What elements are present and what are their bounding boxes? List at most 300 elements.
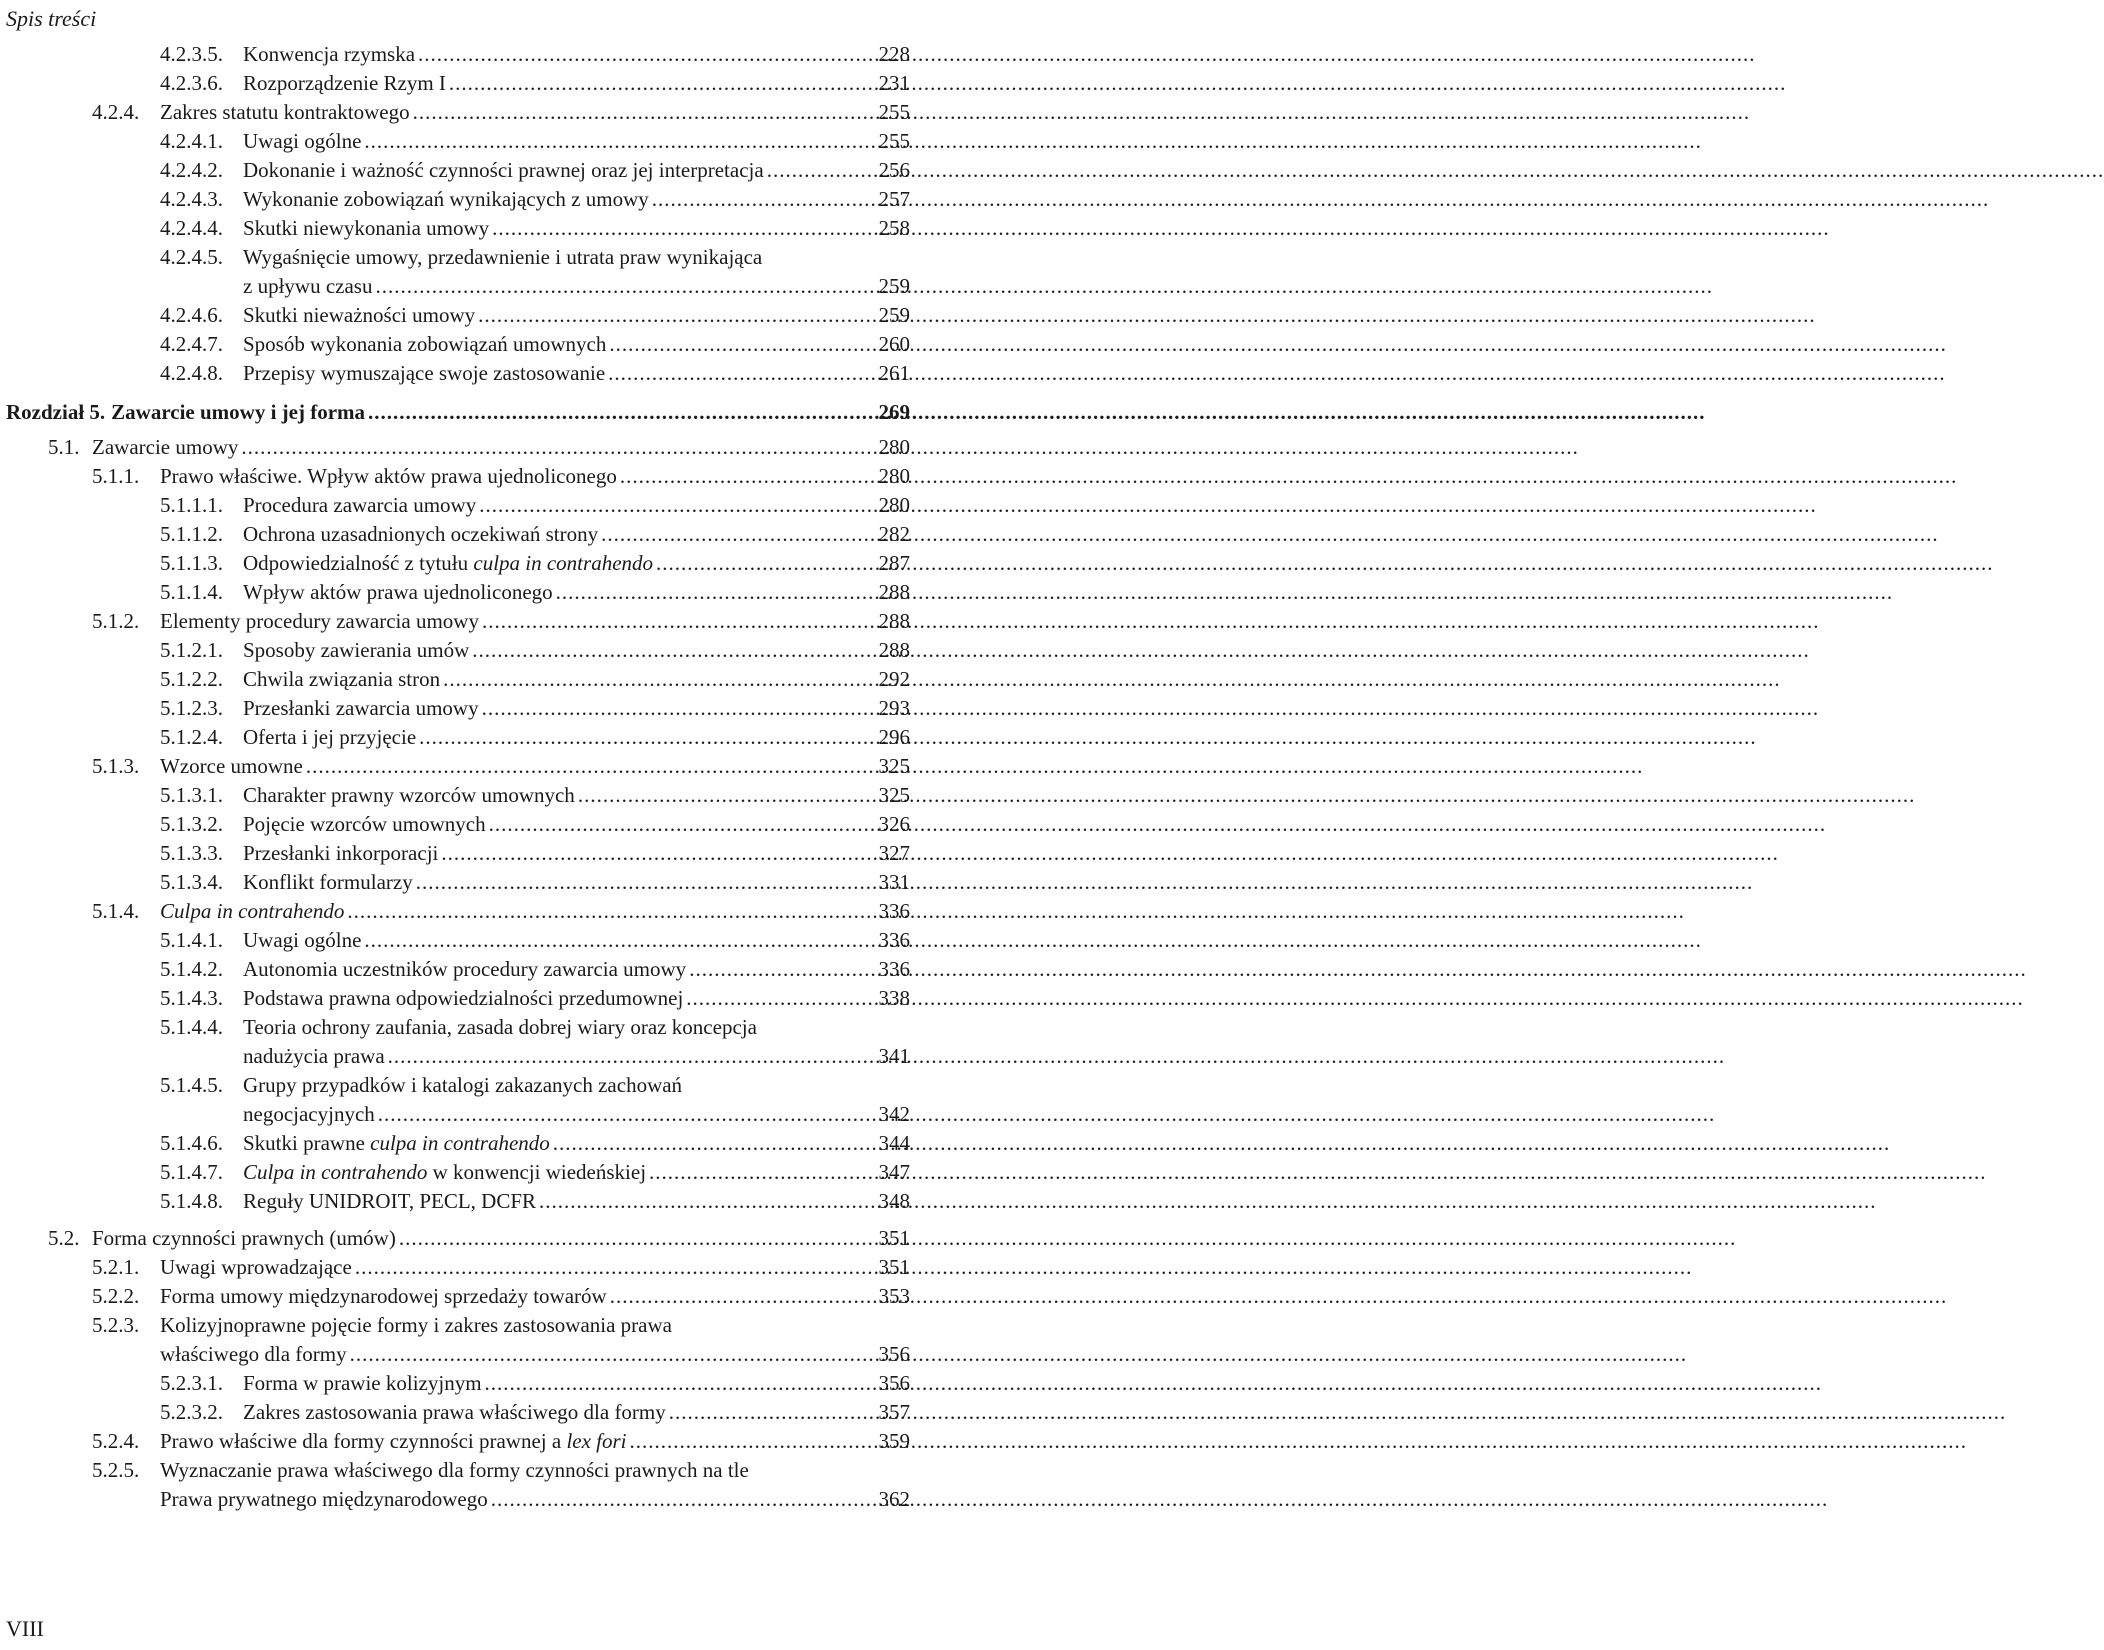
toc-entry[interactable] [0,156,960,185]
entry-number: 5.2.5. [92,1458,140,1482]
entry-line [0,127,910,156]
entry-number: 4.2.3.6. [160,71,223,95]
entry-page: 327 [878,841,910,865]
toc-entry[interactable] [0,665,960,694]
entry-line [0,433,910,462]
entry-title [160,1427,627,1456]
entry-line [0,1253,910,1282]
entry-title-italic: culpa in contrahendo [370,1131,550,1155]
leader-dots [472,636,854,665]
entry-page: 255 [878,100,910,124]
entry-title [243,665,440,694]
toc-entry[interactable] [0,723,960,752]
entry-line-continued [0,1485,910,1514]
entry-title-text: Autonomia uczestników procedury zawarcia umowy [243,957,687,981]
entry-number: 4.2.4.8. [160,361,223,385]
leader-dots [485,1369,854,1398]
entry-number: 5.1.4. [92,899,140,923]
entry-page: 348 [878,1189,910,1213]
entry-number: 5.2.3.2. [160,1400,223,1424]
entry-title [243,359,605,388]
entry-title-text: Skutki niewykonania umowy [243,216,490,240]
entry-title-text: Przesłanki inkorporacji [243,841,439,865]
entry-number: 5.1.1.4. [160,580,223,604]
entry-number: 5.1.1. [92,464,140,488]
entry-title [243,781,575,810]
entry-title [243,330,606,359]
leader-dots [491,1485,854,1514]
entry-page: 257 [878,187,910,211]
leader-dots [610,1282,854,1311]
entry-number: 4.2.4.1. [160,129,223,153]
toc-entry[interactable] [0,40,960,69]
leader-dots [368,398,854,427]
entry-number: Rozdział 5. [6,400,106,424]
entry-title-italic: culpa in contrahendo [473,551,654,575]
leader-dots [413,98,854,127]
entry-line [0,897,910,926]
leader-dots [767,156,854,185]
entry-title [243,69,446,98]
entry-page: 336 [878,928,910,952]
entry-line [0,359,910,388]
entry-number: 5.2.1. [92,1255,140,1279]
entry-page: 288 [878,609,910,633]
toc-entry[interactable] [0,1427,960,1456]
entry-title [111,398,365,427]
entry-title-text: Wyznaczanie prawa właściwego dla formy czynności prawnych na tle [160,1458,749,1482]
leader-dots [609,330,854,359]
entry-number: 5.1.4.1. [160,928,223,952]
toc-entry[interactable] [0,694,960,723]
entry-title-text: Procedura zawarcia umowy [243,493,477,517]
entry-page: 282 [878,522,910,546]
entry-line [0,330,910,359]
entry-number: 5.1.2.1. [160,638,223,662]
leader-dots [364,926,854,955]
entry-number: 5.1.4.3. [160,986,223,1010]
entry-title-text: Teoria ochrony zaufania, zasada dobrej wiary oraz koncepcja [243,1015,757,1039]
entry-line [0,1013,910,1042]
entry-title-text: Uwagi wprowadzające [160,1255,352,1279]
leader-dots [350,1340,854,1369]
toc-entry[interactable] [0,1398,960,1427]
toc-entry[interactable] [0,868,960,897]
entry-number: 4.2.3.5. [160,42,223,66]
entry-page: 288 [878,638,910,662]
entry-line [0,694,910,723]
toc-entry[interactable] [0,69,960,98]
entry-title-text: Forma czynności prawnych (umów) [92,1226,396,1250]
toc-entry[interactable] [0,1282,960,1311]
entry-number: 5.1.3.1. [160,783,223,807]
entry-line [0,926,910,955]
toc-entry[interactable] [0,1129,960,1158]
entry-title-text: Dokonanie i ważność czynności prawnej oraz jej interpretacja [243,158,764,182]
page-number: VIII [6,1616,44,1641]
entry-number: 5.1.4.4. [160,1015,223,1039]
toc-entry[interactable] [0,1158,960,1187]
entry-title-text: Elementy procedury zawarcia umowy [160,609,479,633]
entry-page: 280 [878,464,910,488]
entry-title [243,40,415,69]
entry-page: 342 [878,1102,910,1126]
entry-title-text: Konwencja rzymska [243,42,416,66]
toc-entry[interactable] [0,955,960,984]
leader-dots [306,752,854,781]
leader-dots [669,1398,854,1427]
entry-page: 256 [878,158,910,182]
entry-line [0,156,910,185]
entry-title-text: Oferta i jej przyjęcie [243,725,417,749]
entry-title [243,578,553,607]
entry-number: 4.2.4. [92,100,140,124]
entry-page: 258 [878,216,910,240]
toc-entry[interactable] [0,185,960,214]
entry-line [0,781,910,810]
entry-line [0,839,910,868]
leader-dots [443,665,854,694]
toc-entry[interactable] [0,1369,960,1398]
toc-entry[interactable] [0,1456,960,1514]
entry-title-text: Przepisy wymuszające swoje zastosowanie [243,361,606,385]
entry-line [0,40,910,69]
entry-number: 5.1.1.2. [160,522,223,546]
entry-title-after: w konwencji wiedeńskiej [427,1160,647,1184]
leader-dots [479,491,854,520]
entry-page: 326 [878,812,910,836]
toc-entry[interactable] [0,636,960,665]
toc-entry[interactable] [0,1311,960,1369]
entry-title-text: Charakter prawny wzorców umownych [243,783,575,807]
entry-title-text: Przesłanki zawarcia umowy [243,696,479,720]
entry-title [243,1158,646,1187]
toc-entry[interactable] [0,330,960,359]
entry-number: 5.1.3.4. [160,870,223,894]
entry-line [0,549,910,578]
leader-dots [630,1427,854,1456]
entry-number: 4.2.4.6. [160,303,223,327]
entry-page: 362 [878,1487,910,1511]
leader-dots [419,723,854,752]
entry-title [243,491,476,520]
leader-dots [355,1253,854,1282]
entry-line [0,462,910,491]
leader-dots [241,433,854,462]
entry-title-text: Sposób wykonania zobowiązań umownych [243,332,607,356]
entry-title [160,1456,749,1485]
leader-dots [656,549,854,578]
toc-entry[interactable] [0,98,960,127]
entry-line-continued [0,1100,910,1129]
entry-page: 287 [878,551,910,575]
entry-title [243,127,361,156]
entry-title-text: Zakres zastosowania prawa właściwego dla formy [243,1400,666,1424]
toc-entry[interactable] [0,127,960,156]
entry-title [243,1398,666,1427]
entry-line [0,607,910,636]
entry-page: 359 [878,1429,910,1453]
entry-page: 356 [878,1371,910,1395]
leader-dots [492,214,854,243]
entry-page: 325 [878,754,910,778]
toc-entry[interactable] [0,897,960,926]
toc-entry[interactable] [0,607,960,636]
entry-line [0,810,910,839]
entry-title-italic: Culpa in contrahendo [243,1160,428,1184]
entry-title-text: Pojęcie wzorców umownych [243,812,486,836]
entry-title [160,1253,352,1282]
leader-dots [482,694,854,723]
entry-line [0,665,910,694]
entry-title [160,1311,672,1340]
entry-title-text: Konflikt formularzy [243,870,413,894]
entry-page: 341 [878,1044,910,1068]
entry-number: 5.1.4.8. [160,1189,223,1213]
toc-entry[interactable] [0,433,960,462]
entry-title-italic: Culpa in contrahendo [160,899,345,923]
table-of-contents [0,40,960,1514]
leader-dots [375,272,854,301]
entry-title-text: Wzorce umowne [160,754,303,778]
entry-number: 5.2.3.1. [160,1371,223,1395]
entry-line-continued [0,272,910,301]
entry-title-text: Zawarcie umowy [92,435,239,459]
entry-line [0,1129,910,1158]
entry-page: 259 [878,303,910,327]
entry-page: 255 [878,129,910,153]
toc-entry[interactable] [0,301,960,330]
entry-line [0,301,910,330]
leader-dots [620,462,854,491]
entry-line [0,520,910,549]
entry-line [0,955,910,984]
leader-dots [449,69,854,98]
entry-number: 5.1.3. [92,754,140,778]
toc-entry[interactable] [0,359,960,388]
entry-line-continued [0,1042,910,1071]
entry-line [0,491,910,520]
entry-title-text: Uwagi ogólne [243,129,362,153]
entry-title-text: Prawo właściwe. Wpływ aktów prawa ujednoliconego [160,464,617,488]
toc-entry[interactable] [0,810,960,839]
toc-entry[interactable] [0,984,960,1013]
entry-line [0,636,910,665]
entry-page: 356 [878,1342,910,1366]
toc-entry[interactable] [0,520,960,549]
entry-line-continued [0,1340,910,1369]
entry-line [0,752,910,781]
leader-dots [478,301,854,330]
entry-page: 269 [878,400,910,424]
entry-title-italic: lex fori [566,1429,627,1453]
entry-number: 5.1.2.3. [160,696,223,720]
entry-title-text: Kolizyjnoprawne pojęcie formy i zakres zastosowania prawa [160,1313,672,1337]
entry-page: 325 [878,783,910,807]
entry-line [0,69,910,98]
entry-title-text: Wygaśnięcie umowy, przedawnienie i utrata praw wynikająca [243,245,763,269]
entry-page: 296 [878,725,910,749]
leader-dots [482,607,854,636]
entry-title [92,1224,396,1253]
entry-title-continued: z upływu czasu [243,274,373,298]
entry-number: 5.1.4.5. [160,1073,223,1097]
entry-number: 5.2.4. [92,1429,140,1453]
entry-line [0,1427,910,1456]
toc-entry[interactable] [0,1224,960,1253]
entry-page: 338 [878,986,910,1010]
entry-title-text: Wpływ aktów prawa ujednoliconego [243,580,553,604]
entry-title-text: Forma umowy międzynarodowej sprzedaży towarów [160,1284,607,1308]
entry-line [0,1187,910,1216]
entry-page: 280 [878,493,910,517]
entry-title [243,636,469,665]
entry-line [0,398,910,427]
leader-dots [601,520,854,549]
entry-number: 5.1.1.3. [160,551,223,575]
entry-line [0,1282,910,1311]
entry-number: 4.2.4.7. [160,332,223,356]
entry-title [243,520,598,549]
entry-line [0,185,910,214]
leader-dots [399,1224,854,1253]
leader-dots [608,359,854,388]
toc-entry[interactable] [0,1071,960,1129]
leader-dots [652,185,854,214]
entry-title [160,462,617,491]
entry-title-text: Forma w prawie kolizyjnym [243,1371,482,1395]
leader-dots [689,955,854,984]
entry-title [243,301,475,330]
entry-title-continued: nadużycia prawa [243,1044,385,1068]
entry-page: 293 [878,696,910,720]
leader-dots [347,897,854,926]
leader-dots [489,810,854,839]
entry-title [243,243,762,272]
leader-dots [364,127,854,156]
entry-line [0,578,910,607]
entry-title [243,984,683,1013]
entry-title [243,810,486,839]
entry-line [0,214,910,243]
toc-entry[interactable] [0,243,960,301]
leader-dots [539,1187,854,1216]
entry-number: 4.2.4.5. [160,245,223,269]
entry-title [160,897,344,926]
entry-line [0,1311,910,1340]
entry-title [160,1282,607,1311]
entry-page: 260 [878,332,910,356]
entry-title-continued: Prawa prywatnego międzynarodowego [160,1487,488,1511]
entry-number: 5.2. [48,1226,80,1250]
entry-line [0,243,910,272]
chapter-entry[interactable] [0,398,960,427]
entry-title [243,694,479,723]
toc-entry[interactable] [0,1187,960,1216]
toc-entry[interactable] [0,462,960,491]
entry-title [243,1071,682,1100]
entry-line [0,1456,910,1485]
toc-entry[interactable] [0,926,960,955]
toc-entry[interactable] [0,214,960,243]
leader-dots [378,1100,854,1129]
entry-title [243,185,649,214]
entry-title-text: Zawarcie umowy i jej forma [111,400,366,424]
entry-number: 5.1.2. [92,609,140,633]
entry-page: 280 [878,435,910,459]
entry-number: 4.2.4.2. [160,158,223,182]
entry-line [0,1158,910,1187]
entry-page: 261 [878,361,910,385]
entry-number: 5.1.2.4. [160,725,223,749]
entry-title [92,433,238,462]
toc-entry[interactable] [0,1013,960,1071]
entry-page: 292 [878,667,910,691]
leader-dots [578,781,854,810]
leader-dots [553,1129,854,1158]
entry-line [0,984,910,1013]
entry-line [0,723,910,752]
toc-entry[interactable] [0,781,960,810]
entry-number: 5.1.4.2. [160,957,223,981]
entry-page: 347 [878,1160,910,1184]
toc-entry[interactable] [0,1253,960,1282]
entry-title-text: Chwila związania stron [243,667,441,691]
entry-page: 336 [878,899,910,923]
entry-number: 5.1. [48,435,80,459]
entry-page: 351 [878,1226,910,1250]
entry-title [243,1369,482,1398]
entry-line [0,1369,910,1398]
entry-title-text: Odpowiedzialność z tytułu [243,551,474,575]
entry-page: 288 [878,580,910,604]
entry-title-text: Skutki prawne [243,1131,371,1155]
entry-page: 231 [878,71,910,95]
entry-title-text: Rozporządzenie Rzym I [243,71,446,95]
entry-title-text: Uwagi ogólne [243,928,362,952]
toc-entry[interactable] [0,839,960,868]
entry-title-continued: właściwego dla formy [160,1342,347,1366]
toc-entry[interactable] [0,549,960,578]
leader-dots [441,839,854,868]
entry-title [243,549,653,578]
leader-dots [649,1158,854,1187]
entry-line [0,868,910,897]
entry-title-text: Reguły UNIDROIT, PECL, DCFR [243,1189,537,1213]
entry-line [0,1224,910,1253]
toc-entry[interactable] [0,578,960,607]
entry-title [243,955,686,984]
entry-number: 5.1.4.6. [160,1131,223,1155]
leader-dots [686,984,854,1013]
entry-title-text: Zakres statutu kontraktowego [160,100,410,124]
entry-title [243,868,413,897]
entry-title [160,98,410,127]
toc-entry[interactable] [0,491,960,520]
entry-title-text: Prawo właściwe dla formy czynności prawnej a [160,1429,567,1453]
entry-number: 5.2.2. [92,1284,140,1308]
entry-title [243,156,764,185]
entry-number: 5.2.3. [92,1313,140,1337]
leader-dots [416,868,854,897]
entry-title [243,214,489,243]
entry-page: 331 [878,870,910,894]
toc-entry[interactable] [0,752,960,781]
entry-title [243,723,416,752]
leader-dots [418,40,854,69]
entry-title-text: Skutki nieważności umowy [243,303,476,327]
entry-title-text: Podstawa prawna odpowiedzialności przedumownej [243,986,684,1010]
